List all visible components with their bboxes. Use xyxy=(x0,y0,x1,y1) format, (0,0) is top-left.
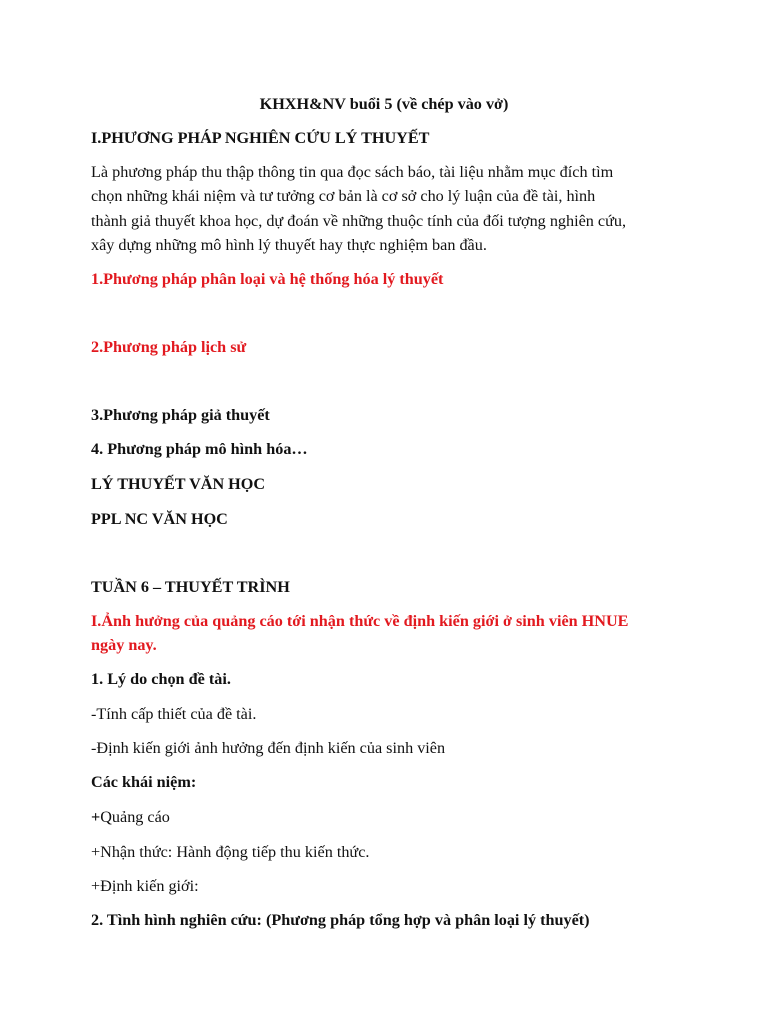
method-4-heading: 4. Phương pháp mô hình hóa… xyxy=(91,440,308,458)
topic-line: ngày nay. xyxy=(91,636,157,655)
concept-item: +Nhận thức: Hành động tiếp thu kiến thức. xyxy=(91,843,370,861)
literature-theory-heading: LÝ THUYẾT VĂN HỌC xyxy=(91,475,266,493)
presentation-topic xyxy=(91,609,708,658)
section-heading-theory-research: I.PHƯƠNG PHÁP NGHIÊN CỨU LÝ THUYẾT xyxy=(91,129,430,147)
concept-item xyxy=(91,805,708,829)
ppl-heading: PPL NC VĂN HỌC xyxy=(91,510,228,528)
concept-item: +Định kiến giới: xyxy=(91,877,199,895)
reason-item: -Định kiến giới ảnh hưởng đến định kiến của sinh viên xyxy=(91,739,446,757)
research-status-heading: 2. Tình hình nghiên cứu: (Phương pháp tổng hợp và phân loại lý thuyết) xyxy=(91,911,590,929)
intro-line: chọn những khái niệm và tư tưởng cơ bản là cơ sở cho lý luận của đề tài, hình xyxy=(91,187,596,206)
concept-text: Quảng cáo xyxy=(100,808,170,826)
method-3-heading: 3.Phương pháp giả thuyết xyxy=(91,406,270,424)
concepts-heading: Các khái niệm: xyxy=(91,773,197,791)
intro-line: xây dựng những mô hình lý thuyết hay thực nghiệm ban đầu. xyxy=(91,236,487,255)
concept-bullet: + xyxy=(91,808,101,826)
intro-line: Là phương pháp thu thập thông tin qua đọc sách báo, tài liệu nhằm mục đích tìm xyxy=(91,163,614,181)
document-title: KHXH&NV buổi 5 (về chép vào vở) xyxy=(259,95,509,113)
method-1-heading: 1.Phương pháp phân loại và hệ thống hóa lý thuyết xyxy=(91,270,444,288)
reason-heading: 1. Lý do chọn đề tài. xyxy=(91,670,231,688)
week6-heading: TUẦN 6 – THUYẾT TRÌNH xyxy=(91,578,290,596)
method-2-heading: 2.Phương pháp lịch sử xyxy=(91,338,247,356)
intro-paragraph xyxy=(91,160,708,258)
topic-line: I.Ảnh hưởng của quảng cáo tới nhận thức về định kiến giới ở sinh viên HNUE xyxy=(91,612,629,630)
reason-item: -Tính cấp thiết của đề tài. xyxy=(91,705,257,723)
intro-line: thành giả thuyết khoa học, dự đoán về những thuộc tính của đối tượng nghiên cứu, xyxy=(91,211,627,230)
